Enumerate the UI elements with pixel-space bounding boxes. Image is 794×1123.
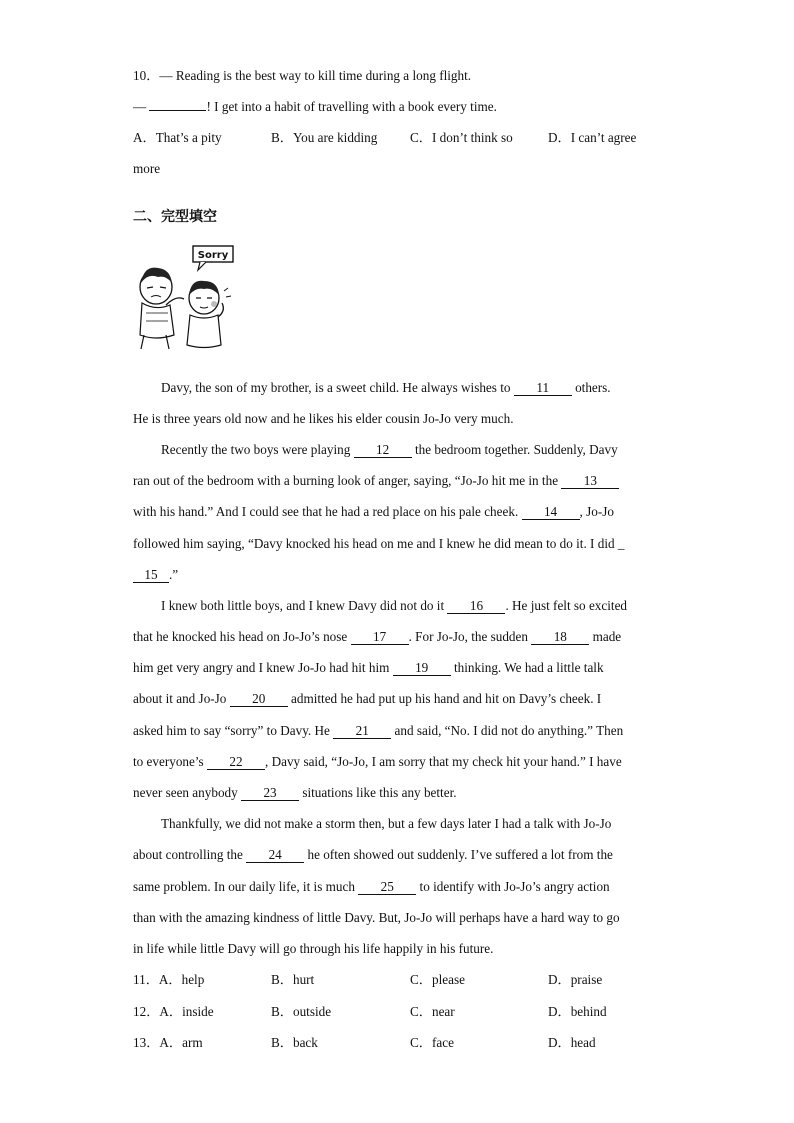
passage-text: . He just felt so excited	[505, 598, 628, 613]
passage-text: him get very angry and I knew Jo-Jo had hit him	[133, 660, 393, 675]
q10-option-d-wrap: more	[133, 161, 161, 176]
section-title: 二、完型填空	[133, 209, 217, 225]
passage-line-17	[133, 878, 610, 896]
blank-18: 18	[531, 629, 589, 645]
blank-12: 12	[354, 442, 412, 458]
passage-text: Recently the two boys were playing	[161, 442, 354, 457]
sorry-bubble-text: Sorry	[197, 250, 229, 261]
passage-text: , Davy said, “Jo-Jo, I am sorry that my check hit your hand.” I have	[264, 754, 622, 769]
passage-text: made	[589, 629, 622, 644]
passage-line-8	[161, 597, 627, 615]
q13-option-d: D．head	[548, 1035, 596, 1050]
passage-text: others.	[571, 380, 611, 395]
passage-line-4	[133, 472, 619, 490]
question-number: 11．	[133, 972, 159, 987]
passage-text: Davy, the son of my brother, is a sweet child. He always wishes to	[161, 380, 514, 395]
q10-option-b: B．You are kidding	[271, 130, 378, 145]
passage-line-5	[133, 503, 614, 521]
passage-line-11	[133, 690, 601, 708]
passage-text: to everyone’s	[133, 754, 207, 769]
passage-line-13	[133, 753, 622, 771]
blank-24: 24	[246, 847, 304, 863]
option-a: A．inside	[159, 1004, 214, 1019]
q13-option-c: C．face	[410, 1035, 454, 1050]
passage-text: the bedroom together. Suddenly, Davy	[411, 442, 618, 457]
passage-line-2: He is three years old now and he likes his elder cousin Jo-Jo very much.	[133, 411, 514, 426]
blank-15: 15	[133, 567, 169, 583]
passage-line-18: than with the amazing kindness of little Davy. But, Jo-Jo will perhaps have a hard way to go	[133, 910, 620, 925]
passage-text: admitted he had put up his hand and hit on Davy’s cheek. I	[287, 691, 602, 706]
passage-line-19: in life while little Davy will go through his life happily in his future.	[133, 941, 494, 956]
blank-13: 13	[561, 473, 619, 489]
passage-text: and said, “No. I did not do anything.” Then	[391, 723, 624, 738]
blank-22: 22	[207, 754, 265, 770]
passage-text: never seen anybody	[133, 785, 242, 800]
q11-option-c: C．please	[410, 972, 465, 987]
blank-11: 11	[514, 380, 572, 396]
passage-line-3	[161, 441, 618, 459]
blank-14: 14	[522, 504, 580, 520]
passage-line-9	[133, 628, 621, 646]
question-12	[133, 1003, 214, 1021]
q11-option-d: D．praise	[548, 972, 603, 987]
passage-text: ran out of the bedroom with a burning look of anger, saying, “Jo-Jo hit me in the	[133, 473, 562, 488]
passage-text: that he knocked his head on Jo-Jo’s nose	[133, 629, 351, 644]
passage-text: . For Jo-Jo, the sudden	[408, 629, 532, 644]
question-number: 12．	[133, 1004, 160, 1019]
q10-option-d: D．I can’t agree	[548, 130, 637, 145]
passage-line-10	[133, 659, 604, 677]
passage-text: he often showed out suddenly. I’ve suffered a lot from the	[304, 847, 613, 862]
q12-option-c: C．near	[410, 1004, 455, 1019]
q13-option-b: B．back	[271, 1035, 318, 1050]
passage-text: situations like this any better.	[299, 785, 457, 800]
q10-option-a: A．That’s a pity	[133, 130, 222, 145]
passage-line-12	[133, 722, 623, 740]
q12-option-b: B．outside	[271, 1004, 332, 1019]
passage-line-7	[133, 566, 178, 584]
blank-19: 19	[393, 660, 451, 676]
blank-25: 25	[358, 879, 416, 895]
q10-option-c: C．I don’t think so	[410, 130, 513, 145]
passage-line-16	[133, 846, 613, 864]
passage-text: with his hand.” And I could see that he had a red place on his pale cheek.	[133, 504, 522, 519]
two-boys-sorry-illustration	[136, 243, 240, 351]
q10-response-line	[133, 98, 497, 116]
passage-text: I knew both little boys, and I knew Davy did not do it	[161, 598, 448, 613]
passage-line-6: followed him saying, “Davy knocked his head on me and I knew he did mean to do it. I did _	[133, 536, 625, 551]
passage-line-1	[161, 379, 611, 397]
passage-line-15: Thankfully, we did not make a storm then, but a few days later I had a talk with Jo-Jo	[161, 816, 612, 831]
passage-text: to identify with Jo-Jo’s angry action	[416, 879, 610, 894]
passage-text: about it and Jo-Jo	[133, 691, 230, 706]
blank-17: 17	[351, 629, 409, 645]
q10-response-text: ! I get into a habit of travelling with a book every time.	[206, 99, 497, 114]
question-13	[133, 1034, 203, 1052]
passage-text: , Jo-Jo	[579, 504, 614, 519]
passage-text: asked him to say “sorry” to Davy. He	[133, 723, 334, 738]
passage-text: same problem. In our daily life, it is much	[133, 879, 359, 894]
q10-blank	[149, 110, 206, 111]
q10-dash: —	[133, 99, 150, 114]
question-11	[133, 971, 204, 989]
option-a: A．arm	[159, 1035, 203, 1050]
option-a: A．help	[158, 972, 205, 987]
blank-20: 20	[230, 691, 288, 707]
passage-text: thinking. We had a little talk	[450, 660, 604, 675]
blank-21: 21	[333, 723, 391, 739]
q11-option-b: B．hurt	[271, 972, 315, 987]
blank-16: 16	[447, 598, 505, 614]
passage-line-14	[133, 784, 457, 802]
q10-stem: 10．— Reading is the best way to kill time during a long flight.	[133, 68, 472, 83]
passage-text: .”	[169, 567, 179, 582]
q12-option-d: D．behind	[548, 1004, 607, 1019]
question-number: 13．	[133, 1035, 160, 1050]
passage-text: about controlling the	[133, 847, 247, 862]
blank-23: 23	[241, 785, 299, 801]
